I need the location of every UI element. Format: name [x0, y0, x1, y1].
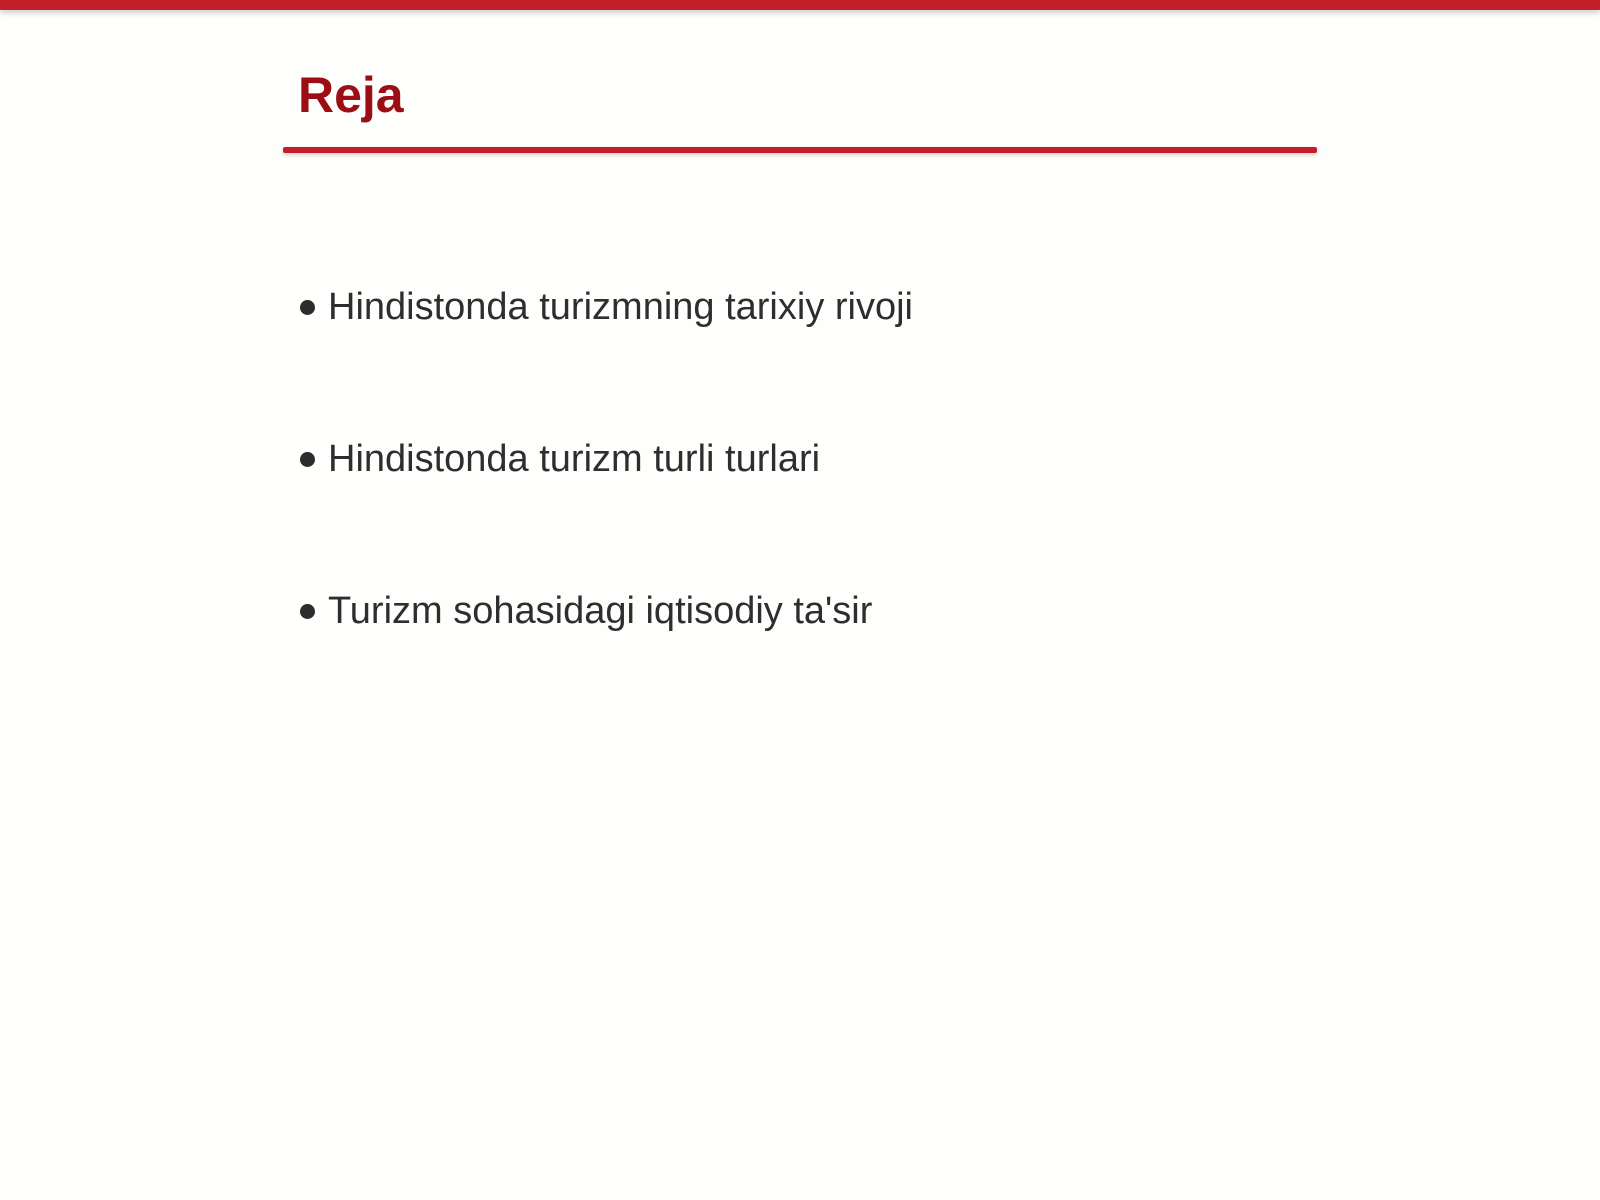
- title-underline: [283, 147, 1317, 153]
- bullet-dot-icon: [300, 300, 315, 315]
- bullet-text: Hindistonda turizmning tarixiy rivoji: [328, 285, 913, 328]
- bullet-text: Hindistonda turizm turli turlari: [328, 437, 821, 480]
- bullet-item: [300, 282, 913, 332]
- slide-title: Reja: [298, 67, 404, 123]
- bullet-text: Turizm sohasidagi iqtisodiy ta'sir: [328, 589, 873, 632]
- bullet-list: [300, 282, 913, 738]
- top-accent-bar: [0, 0, 1600, 10]
- bullet-item: [300, 434, 913, 484]
- bullet-dot-icon: [300, 604, 315, 619]
- bullet-dot-icon: [300, 452, 315, 467]
- bullet-item: [300, 586, 913, 636]
